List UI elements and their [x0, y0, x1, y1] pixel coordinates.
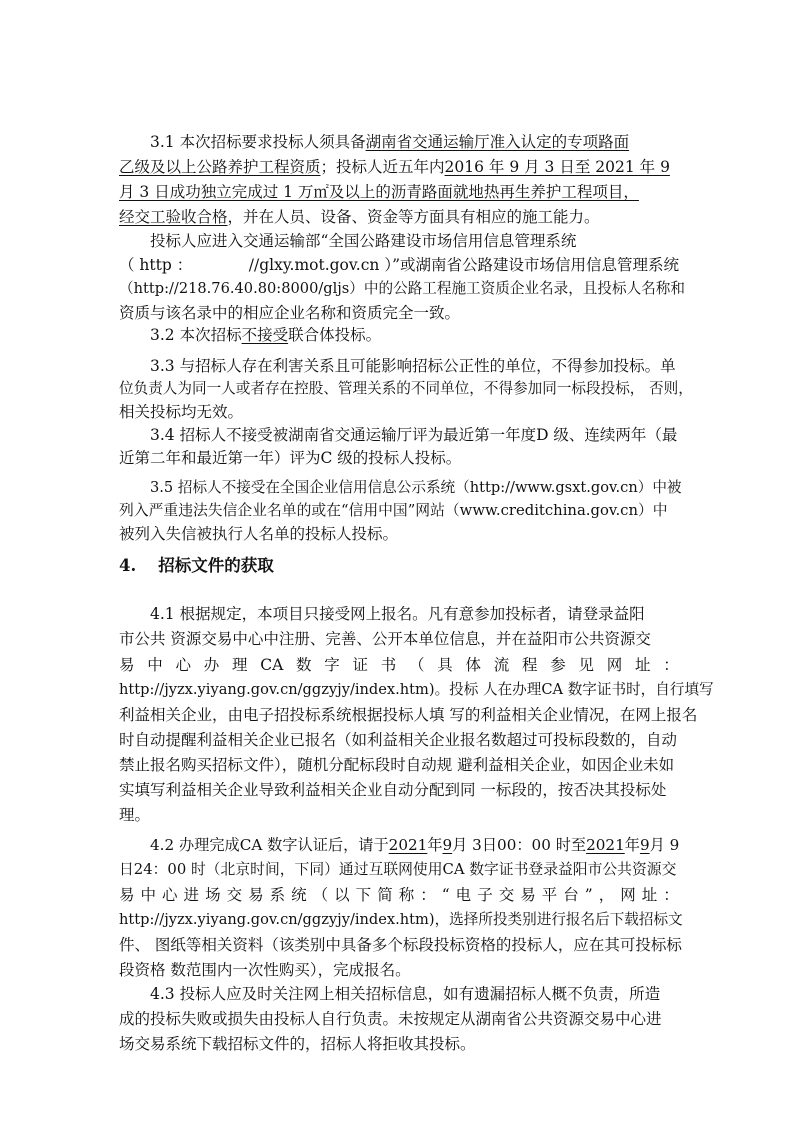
para-3-3-line-2: 位负责人为同一人或者存在控股、管理关系的不同单位，不得参加同一标段投标， 否则， [119, 380, 693, 397]
para-3-3-line-3: 相关投标均无效。 [119, 403, 244, 421]
project-experience: 月 3 日成功独立完成过 1 万㎡及以上的沥青路面就地热再生养护工程项目， [119, 183, 639, 201]
para-4-1-line-4: http://jyzx.yiyang.gov.cn/ggzyjy/index.htm)。投标 人在办理CA 数字证书时，自行填写 [119, 681, 714, 698]
para-4-1-line-9: 理。 [119, 806, 151, 824]
para-3-1-line-6: （ http ： //glxy.mot.gov.cn ）”或湖南省公路建设市场信用信息管理系统 [119, 256, 679, 274]
para-3-3-line-1: 3.3 与招标人存在利害关系且可能影响招标公正性的单位，不得参加投标。单 [150, 357, 676, 375]
para-4-3-line-2: 成的投标失败或损失由投标人自行负责。未按规定从湖南省公共资源交易中心进 [119, 1010, 662, 1028]
para-4-1-line-2: 市公共 资源交易中心中注册、完善、公开本单位信息，并在益阳市公共资源交 [119, 630, 651, 648]
para-3-5-line-2: 列入严重违法失信企业名单的或在“信用中国”网站（www.creditchina.gov.cn）中 [119, 502, 668, 519]
para-4-3-line-3: 场交易系统下载招标文件的，招标人将拒收其投标。 [119, 1035, 476, 1053]
para-3-4-line-1: 3.4 招标人不接受被湖南省交通运输厅评为最近第一年度D 级、连续两年（最 [150, 426, 678, 444]
para-4-1-line-1: 4.1 根据规定，本项目只接受网上报名。凡有意参加投标者，请登录益阳 [150, 605, 645, 623]
para-4-2-line-3: 易 中 心 进 场 交 易 系 统 （ 以 下 简 称 ： “ 电 子 交 易 平 台 ” ， 网 址 ： [119, 886, 679, 904]
para-4-1-line-8: 实填写利益相关企业导致利益相关企业自动分配到同 一标段的，按否决其投标处 [119, 781, 667, 799]
para-3-1-line-8: 资质与该名录中的相应企业名称和资质完全一致。 [119, 304, 461, 322]
experience-period: 2016 年 9 月 3 日至 2021 年 9 [444, 158, 670, 176]
para-3-4-line-2: 近第二年和最近第一年）评为C 级的投标人投标。 [119, 449, 462, 467]
para-4-1-line-7: 禁止报名购买招标文件），随机分配标段时自动规 避利益相关企业，如因企业未如 [119, 756, 675, 774]
section-number: 4. [119, 556, 137, 575]
para-4-2-line-5: 件、 图纸等相关资料（该类别中具备多个标段投标资格的投标人，应在其可投标标 [119, 936, 682, 954]
para-4-2-line-1: 4.2 办理完成CA 数字认证后，请于2021年9月 3日00：00 时至2021年9月 9 [150, 836, 680, 854]
section-title: 招标文件的获取 [158, 556, 274, 575]
para-4-2-line-2: 日24：00 时（北京时间，下同）通过互联网使用CA 数字证书登录益阳市公共资源交 [119, 861, 677, 878]
para-3-2: 3.2 本次招标不接受联合体投标。 [150, 326, 382, 344]
para-3-1-line-1: 3.1 本次招标要求投标人须具备湖南省交通运输厅准入认定的专项路面 [150, 133, 630, 151]
para-4-1-line-5: 利益相关企业，由电子招投标系统根据投标人填 写的利益相关企业情况，在网上报名 [119, 706, 698, 724]
para-4-1-line-6: 时自动提醒利益相关企业已报名（如利益相关企业报名数超过可投标段数的，自动 [119, 731, 678, 749]
para-3-1-line-5: 投标人应进入交通运输部“全国公路建设市场信用信息管理系统 [150, 232, 577, 250]
para-3-1-line-2: 乙级及以上公路养护工程资质；投标人近五年内2016 年 9 月 3 日至 2021 年 9 [119, 158, 670, 176]
para-3-5-line-1: 3.5 招标人不接受在全国企业信用信息公示系统（http://www.gsxt.gov.cn）中被 [150, 479, 682, 496]
para-4-2-line-6: 段资格 数范围内一次性购买），完成报名。 [119, 961, 411, 979]
section-heading-4 [119, 556, 274, 576]
para-4-3-line-1: 4.3 投标人应及时关注网上相关招标信息，如有遗漏招标人概不负责，所造 [150, 985, 661, 1003]
qualification-requirement: 湖南省交通运输厅准入认定的专项路面 [365, 133, 630, 151]
para-3-1-line-3 [119, 182, 639, 202]
para-3-1-line-7: （http://218.76.40.80:8000/gljs）中的公路工程施工资质企业名录，且投标人名称和 [119, 280, 685, 297]
para-4-2-line-4: http://jyzx.yiyang.gov.cn/ggzyjy/index.htm)，选择所投类别进行报名后下载招标文 [119, 911, 683, 928]
para-3-1-line-4: 经交工验收合格，并在人员、设备、资金等方面具有相应的施工能力。 [119, 208, 600, 226]
para-4-1-line-3: 易 中 心 办 理 CA 数 字 证 书 （ 具 体 流 程 参 见 网 址 ： [119, 656, 679, 674]
para-3-5-line-3: 被列入失信被执行人名单的投标人投标。 [119, 525, 399, 543]
